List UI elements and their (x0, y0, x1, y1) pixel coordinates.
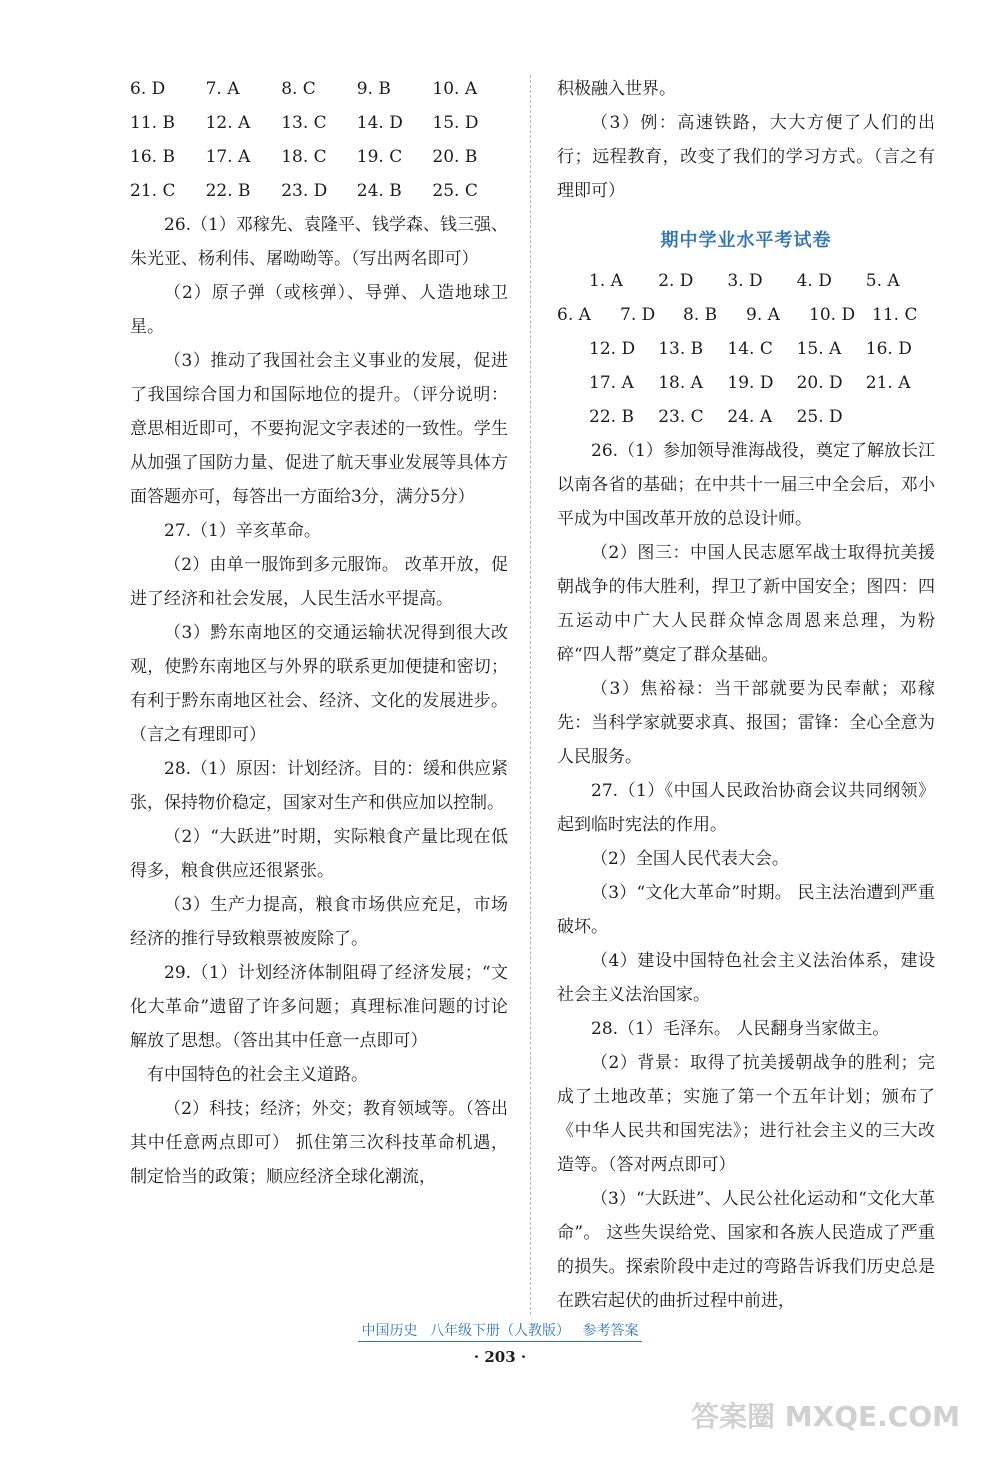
mcq-answer: 5. A (865, 271, 900, 291)
continued-text: 积极融入世界。 (557, 79, 676, 99)
answer-paragraph: （3）黔东南地区的交通运输状况得到很大改观，使黔东南地区与外界的联系更加便捷和密切；有利于黔东南地区社会、经济、文化的发展进步。（言之有理即可） (130, 623, 508, 745)
mcq-answer: 3. D (727, 271, 763, 291)
mcq-row (557, 332, 935, 366)
answer-paragraph: （3）“文化大革命”时期。 民主法治遭到严重破坏。 (557, 883, 935, 937)
mcq-answer: 8. B (683, 305, 718, 325)
mcq-answer: 22. B (205, 181, 251, 201)
mcq-answer: 14. C (727, 339, 773, 359)
mcq-answer: 14. D (356, 113, 403, 133)
mcq-answer: 24. A (727, 407, 773, 427)
mcq-answer: 20. D (796, 373, 843, 393)
mcq-row (130, 140, 508, 174)
mcq-answer: 13. B (658, 339, 704, 359)
mcq-answer: 21. C (130, 181, 176, 201)
mcq-answer: 19. D (727, 373, 774, 393)
mcq-answer: 25. D (796, 407, 843, 427)
right-column (557, 72, 935, 1318)
mcq-answer: 15. A (796, 339, 842, 359)
mcq-row (130, 174, 508, 208)
answer-paragraph: 26.（1）邓稼先、袁隆平、钱学森、钱三强、朱光亚、杨利伟、屠呦呦等。（写出两名即可） (130, 215, 508, 269)
answer-paragraph: 28.（1）毛泽东。 人民翻身当家做主。 (591, 1019, 890, 1039)
mcq-row (557, 298, 935, 332)
mcq-answer: 23. D (281, 181, 328, 201)
answer-paragraph: 28.（1）原因：计划经济。目的：缓和供应紧张，保持物价稳定，国家对生产和供应加以控制。 (130, 759, 508, 813)
mcq-answer: 21. A (865, 373, 911, 393)
watermark-logo: 答案圈 MXQE.COM (691, 1400, 960, 1433)
mcq-answer: 12. A (205, 113, 251, 133)
page-footer (0, 1320, 1000, 1342)
mcq-answer: 10. A (432, 79, 478, 99)
mcq-row (557, 264, 935, 298)
answer-paragraph: （2）图三：中国人民志愿军战士取得抗美援朝战争的伟大胜利，捍卫了新中国安全；图四：四五运动中广大人民群众悼念周恩来总理，为粉碎“四人帮”奠定了群众基础。 (557, 543, 935, 665)
answer-paragraph: （2）科技；经济；外交；教育领域等。（答出其中任意两点即可） 抓住第三次科技革命机遇，制定恰当的政策；顺应经济全球化潮流， (130, 1099, 508, 1187)
answer-paragraph: 29.（1）计划经济体制阻碍了经济发展；“文化大革命”遗留了许多问题；真理标准问题的讨论解放了思想。（答出其中任意一点即可） (130, 963, 508, 1051)
mcq-row (557, 366, 935, 400)
mcq-answer: 25. C (432, 181, 478, 201)
answer-paragraph: （2）“大跃进”时期，实际粮食产量比现在低得多，粮食供应还很紧张。 (130, 827, 508, 881)
section-title: 期中学业水平考试卷 (660, 230, 832, 251)
answer-paragraph: 27.（1）辛亥革命。 (164, 521, 321, 541)
mcq-row (557, 400, 935, 434)
mcq-row (130, 72, 508, 106)
answer-paragraph: （3）例：高速铁路，大大方便了人们的出行；远程教育，改变了我们的学习方式。（言之有理即可） (557, 113, 935, 201)
answer-paragraph: （3）焦裕禄：当干部就要为民奉献；邓稼先：当科学家就要求真、报国；雷锋：全心全意为人民服务。 (557, 679, 935, 767)
mcq-answer: 12. D (589, 339, 636, 359)
mcq-answer: 16. D (865, 339, 912, 359)
answer-paragraph: 有中国特色的社会主义道路。 (147, 1065, 368, 1085)
mcq-answer: 7. A (205, 79, 240, 99)
mcq-answer: 24. B (356, 181, 402, 201)
answer-paragraph: （3）生产力提高，粮食市场供应充足，市场经济的推行导致粮票被废除了。 (130, 895, 508, 949)
answer-paragraph: （3）推动了我国社会主义事业的发展，促进了我国综合国力和国际地位的提升。（评分说明：意思相近即可，不要拘泥文字表述的一致性。学生从加强了国防力量、促进了航天事业发展等具体方面答题亦可，每答出一方面给3分，满分5分） (130, 351, 508, 507)
mcq-answer: 16. B (130, 147, 175, 167)
page-number: · 203 · (473, 1348, 527, 1366)
mcq-answer: 1. A (589, 271, 623, 291)
answer-paragraph: 26.（1）参加领导淮海战役，奠定了解放长江以南各省的基础；在中共十一届三中全会后，邓小平成为中国改革开放的总设计师。 (557, 441, 935, 529)
left-column (130, 72, 508, 1194)
mcq-answer: 11. C (872, 305, 918, 325)
mcq-answer: 17. A (589, 373, 634, 393)
mcq-answer: 6. A (557, 305, 591, 325)
mcq-answer: 11. B (130, 113, 175, 133)
mcq-answer: 9. B (356, 79, 391, 99)
mcq-answer: 8. C (281, 79, 316, 99)
answer-paragraph: （2）全国人民代表大会。 (591, 849, 789, 869)
mcq-answer: 19. C (356, 147, 403, 167)
answer-paragraph: （2）原子弹（或核弹）、导弹、人造地球卫星。 (130, 283, 508, 337)
mcq-answer: 4. D (796, 271, 832, 291)
mcq-row (130, 106, 508, 140)
mcq-answer: 22. B (589, 407, 634, 427)
mcq-answer: 15. D (432, 113, 479, 133)
answer-paragraph: （4）建设中国特色社会主义法治体系，建设社会主义法治国家。 (557, 951, 935, 1005)
mcq-answer: 23. C (658, 407, 704, 427)
answer-paragraph: （2）由单一服饰到多元服饰。 改革开放，促进了经济和社会发展，人民生活水平提高。 (130, 555, 508, 609)
mcq-answer: 10. D (809, 305, 856, 325)
mcq-answer: 13. C (281, 113, 327, 133)
mcq-answer: 2. D (658, 271, 694, 291)
column-divider (530, 75, 531, 1315)
mcq-answer: 20. B (432, 147, 478, 167)
mcq-answer: 9. A (746, 305, 780, 325)
answer-paragraph: 27.（1）《中国人民政治协商会议共同纲领》起到临时宪法的作用。 (557, 781, 935, 835)
mcq-answer: 7. D (620, 305, 656, 325)
mcq-answer: 18. A (658, 373, 703, 393)
mcq-answer: 17. A (205, 147, 251, 167)
answer-paragraph: （2）背景：取得了抗美援朝战争的胜利；完成了土地改革；实施了第一个五年计划；颁布了《中华人民共和国宪法》；进行社会主义的三大改造等。（答对两点即可） (557, 1053, 935, 1175)
mcq-answer: 6. D (130, 79, 166, 99)
mcq-answer: 18. C (281, 147, 327, 167)
footer-title: 中国历史 八年级下册（人教版） 参考答案 (358, 1320, 643, 1342)
answer-paragraph: （3）“大跃进”、人民公社化运动和“文化大革命”。 这些失误给党、国家和各族人民造成了严重的损失。探索阶段中走过的弯路告诉我们历史总是在跌宕起伏的曲折过程中前进， (557, 1189, 935, 1311)
